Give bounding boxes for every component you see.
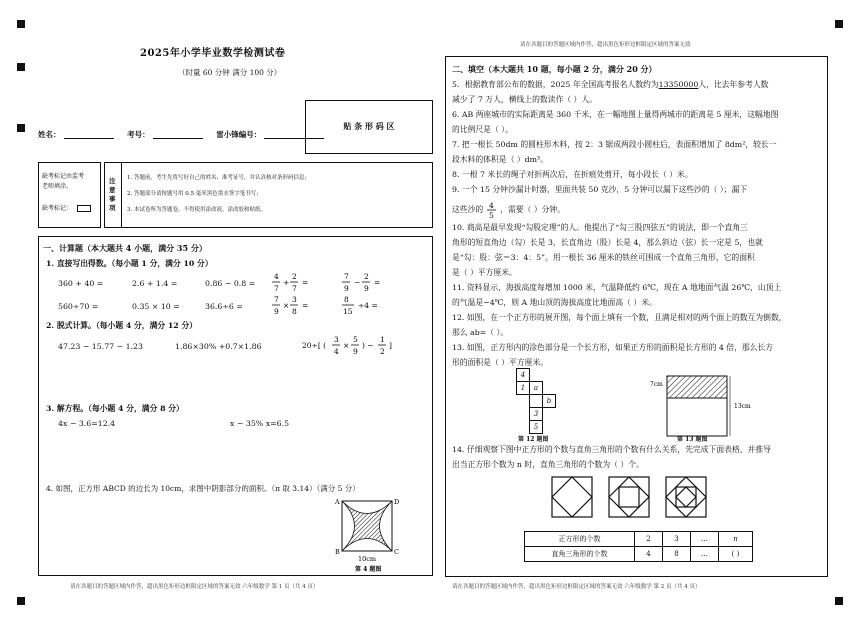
net-cell: b	[543, 395, 556, 408]
table-cell: 2	[635, 532, 663, 547]
frac-den: 5	[488, 211, 494, 220]
frac-num: 2	[364, 272, 369, 281]
q5-text: 人，比去年参考人数	[698, 80, 769, 89]
q14: 14. 仔细观察下图中正方形的个数与直角三角形的个数有什么关系，先完成下面表格，并推导	[452, 445, 771, 454]
q2-item-3	[302, 333, 412, 359]
section2-title: 二、填空（本大题共 10 题，每小题 2 分，满分 20 分）	[452, 64, 657, 74]
net-cell: 3	[530, 408, 543, 421]
fig4-length: 10cm	[358, 555, 377, 563]
table-cell: 正方形的个数	[525, 532, 635, 547]
q9-text: 这些沙的	[452, 205, 484, 214]
q10-cont: 是“勾：股：弦＝3：4：5”。用一根长 36 厘米的铁丝可围成一个直角三角形，它的面积	[452, 253, 755, 262]
section1-title: 一、计算题（本大题共 4 小题，满分 35 分）	[43, 243, 207, 253]
barcode-label: 贴 条 形 码 区	[343, 121, 395, 131]
q9-fraction	[486, 200, 498, 220]
frac-den: 7	[292, 284, 297, 293]
frac-num: 3	[292, 295, 297, 304]
table-cell: n	[719, 532, 753, 547]
q10-cont: 是（ ）平方厘米。	[452, 268, 517, 277]
table-cell: 4	[635, 547, 663, 562]
q12: 12. 如图，在一个正方形的展开图，每个面上填有一个数，且满足相对的两个面上的数互为倒数，	[452, 313, 787, 322]
notice-item: 1. 答题前，考生先将写好自己的姓名、准考证号，并认真核对条形码信息；	[127, 175, 310, 181]
frac-den: 2	[380, 347, 385, 356]
q9-line2	[452, 200, 565, 220]
info-row	[38, 130, 327, 139]
notice-item: 3. 本试卷所为答题卷，不得使用涂改液、涂改胶和贴纸。	[127, 207, 266, 213]
q1-item: 0.35 × 10 =	[132, 302, 180, 311]
frac-den: 9	[353, 347, 358, 356]
net-cell: a	[530, 382, 543, 395]
svg-text:+: +	[283, 278, 290, 287]
q14-figure-3	[662, 476, 712, 518]
q7-cont: 段木料的体积是（ ）dm³。	[452, 155, 548, 164]
frac-num: 7	[344, 272, 349, 281]
frac-num: 4	[274, 272, 279, 281]
notice-title: 注意事项	[109, 177, 116, 212]
q2-title: 2. 脱式计算。（每小题 4 分，满分 12 分）	[46, 321, 198, 330]
fig13-height: 13cm	[734, 403, 751, 410]
exam-no-label: 考号：	[127, 130, 150, 139]
q11-cont: 的气温是−4℃，则 A 地山顶的海拔高度比地面高（ ）米。	[452, 298, 657, 307]
fig12-caption: 第 12 题图	[518, 436, 549, 443]
q9-text: ，需要（ ）分钟。	[500, 205, 566, 214]
net-cell: 1	[517, 382, 530, 395]
q2-item: 1.86×30% +0.7×1.86	[175, 342, 262, 351]
q1-item: 2.6 + 1.4 =	[132, 279, 178, 288]
absent-label: 老师填涂。	[42, 183, 73, 190]
q5-text: 5．根据教育部公布的数据，2025 年全国高考报名人数约为	[452, 80, 659, 89]
q9: 9. 一个 15 分钟沙漏计时器，里面共装 50 克沙，5 分钟可以漏下这些沙的（ ）；漏下	[452, 185, 748, 194]
registration-mark	[17, 63, 25, 71]
fig13-width: 7cm	[650, 381, 663, 388]
table-cell: …	[691, 532, 719, 547]
fig4-label-c: C	[394, 548, 399, 556]
q14-figure-2	[605, 476, 655, 518]
table-row	[525, 547, 753, 562]
q6: 6. AB 两座城市的实际距离是 360 千米，在一幅地图上量得两城市的距离是 5 厘米，这幅地图	[452, 110, 779, 119]
q3-item: x − 35% x=6.5	[230, 419, 290, 428]
absent-label: 缺考标记：	[42, 205, 73, 212]
figure-4	[330, 496, 410, 574]
figure-13	[650, 366, 760, 438]
frac-num: 1	[380, 335, 385, 344]
q11: 11. 资料显示，海拔高度每增加 1000 米，气温降低约 6℃，现在 A 地地面气温 26℃，山顶上	[452, 283, 782, 292]
q10-cont: 角形的短直角边（勾）长是 3，长直角边（股）长是 4，那么斜边（弦）长一定是 5，也就	[452, 238, 763, 247]
fig4-caption: 第 4 题图	[355, 566, 382, 573]
answer-cell[interactable]: ( )	[719, 547, 753, 562]
registration-mark	[17, 597, 25, 605]
q1-item: 560÷70 =	[58, 302, 99, 311]
q1-item: =	[302, 278, 309, 287]
net-cell: 4	[517, 369, 530, 382]
frac-den: 7	[274, 284, 279, 293]
frac-num: 4	[488, 201, 494, 210]
q1-item: ÷4 =	[358, 301, 378, 310]
q10: 10. 商高是最早发现“勾股定理”的人。他提出了“勾三股四弦五”的说法，即一个直角三	[452, 223, 748, 232]
notice-box	[104, 162, 433, 228]
table-cell: 3	[663, 532, 691, 547]
q14-figure-1	[548, 476, 598, 518]
svg-text:−: −	[354, 278, 361, 287]
q5-cont: 减少了 7 万人，横线上的数读作（ ）人。	[452, 95, 597, 104]
registration-mark	[17, 124, 25, 132]
q3-item: 4x − 3.6=12.4	[58, 419, 116, 428]
fig4-label-a: A	[335, 498, 340, 506]
exam-no-field[interactable]	[153, 138, 203, 139]
time-note: （时量 60 分钟 满分 100 分）	[178, 68, 282, 77]
exam-title: 2025年小学毕业数学检测试卷	[140, 48, 286, 59]
q1-item: =	[374, 278, 381, 287]
q2-part: ) −	[362, 341, 374, 350]
q1-frac-row2	[270, 293, 410, 319]
table-row	[525, 532, 753, 547]
q12-cont: 那么 ab=（ ）。	[452, 328, 509, 337]
q1-title: 1. 直接写出得数。（每小题 1 分，满分 10 分）	[46, 259, 213, 268]
q2-part: 20÷[ (	[302, 341, 327, 350]
q2-item: 47.23 − 15.77 − 1.23	[58, 342, 143, 351]
q1-item: 360 + 40 =	[58, 279, 104, 288]
table-cell: 直角三角形的个数	[525, 547, 635, 562]
q1-item: =	[302, 301, 309, 310]
net-cell	[530, 395, 543, 408]
absent-label: 缺考标记由监考	[42, 173, 85, 180]
frac-den: 9	[274, 307, 279, 316]
registration-mark	[835, 597, 843, 605]
barcode-area	[305, 100, 433, 154]
frac-num: 3	[334, 335, 339, 344]
notice-item: 2. 答题部分请按题号用 0.5 毫米黑色墨水签字笔书写；	[127, 191, 262, 197]
net-cell: 5	[530, 421, 543, 434]
name-field[interactable]	[64, 138, 114, 139]
q5-number: 13350000	[658, 80, 699, 89]
figure-12	[516, 368, 596, 438]
right-header: 请在各题目的答题区域内作答，超出黑色矩形边框限定区域的答案无效	[520, 42, 691, 48]
lei-feng-label: 雷小锋编号：	[216, 130, 262, 139]
absent-box	[38, 162, 101, 228]
q14-cont: 出当正方形个数为 n 时，直角三角形的个数为（ ）个。	[452, 460, 644, 469]
frac-num: 5	[353, 335, 358, 344]
frac-den: 9	[364, 284, 369, 293]
q4-title: 4. 如图，正方形 ABCD 的边长为 10cm，求图中阴影部分的面积。（π 取 3.14）（满分 5 分）	[46, 484, 360, 493]
right-footer: 请在各题目的答题区域内作答，超出黑色矩形边框限定区域的答案无效 六年级数学 第 2 页（共 4 页）	[452, 584, 701, 590]
table-cell: 8	[663, 547, 691, 562]
fig4-label-d: D	[394, 498, 400, 506]
table-cell: …	[691, 547, 719, 562]
q1-item: 36.6÷6 =	[205, 302, 243, 311]
q14-table	[524, 531, 753, 562]
frac-den: 4	[334, 347, 339, 356]
q6-cont: 的比例尺是（ ）。	[452, 125, 513, 134]
svg-text:×: ×	[283, 301, 290, 310]
q13: 13. 如图，正方形内的涂色部分是一个长方形，如果正方形的面积是长方形的 4 倍，那么长方	[452, 343, 774, 352]
q2-part: ×	[343, 341, 350, 350]
q3-title: 3. 解方程。（每小题 4 分，满分 8 分）	[46, 404, 184, 413]
frac-num: 2	[292, 272, 297, 281]
q1-item: 0.86 − 0.8 =	[205, 279, 256, 288]
q7: 7. 把一根长 50dm 的圆柱形木料，按 2：3 锯成两段小圆柱后，表面积增加了 8dm²，较长一	[452, 140, 777, 149]
absent-checkbox[interactable]	[77, 205, 91, 212]
frac-den: 8	[292, 307, 297, 316]
frac-den: 15	[343, 307, 353, 316]
fig13-caption: 第 13 题图	[677, 436, 708, 443]
registration-mark	[835, 20, 843, 28]
left-footer: 请在各题目的答题区域内作答，超出黑色矩形边框限定区域的答案无效 六年级数学 第 1 页（共 4 页）	[70, 584, 319, 590]
q5	[452, 78, 768, 91]
registration-mark	[17, 20, 25, 28]
frac-num: 8	[344, 295, 349, 304]
q13-cont: 形的面积是（ ）平方厘米。	[452, 358, 549, 367]
q2-part: ]	[389, 341, 392, 350]
q8: 8. 一根 7 米长的绳子对折两次后，在折痕处剪开，每小段长（ ）米。	[452, 170, 693, 179]
name-label: 姓名：	[38, 130, 61, 139]
frac-den: 9	[344, 284, 349, 293]
fig4-label-b: B	[335, 548, 340, 556]
frac-num: 7	[274, 295, 279, 304]
